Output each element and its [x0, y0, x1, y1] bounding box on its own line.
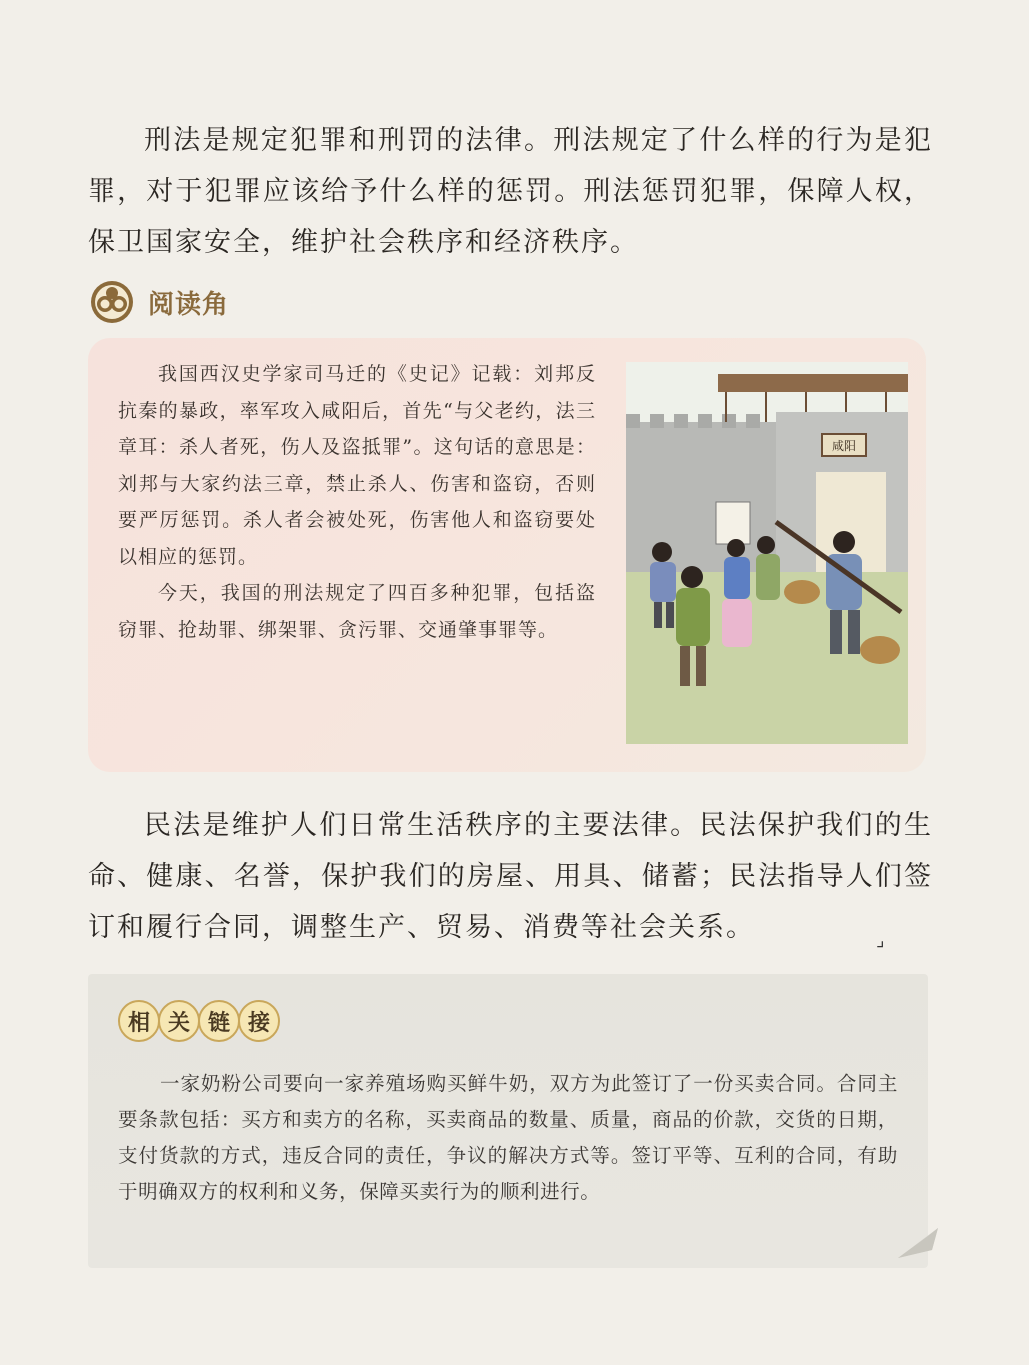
- reading-paragraph: 今天，我国的刑法规定了四百多种犯罪，包括盗窃罪、抢劫罪、绑架罪、贪污罪、交通肇事罪等。: [118, 582, 596, 641]
- related-link-title-char: 关: [158, 1000, 200, 1042]
- page-corner-fold-icon: [898, 1228, 938, 1258]
- reading-corner-text: [118, 356, 596, 648]
- city-gate-crowd-illustration: [626, 362, 908, 744]
- related-link-paragraph: 一家奶粉公司要向一家养殖场购买鲜牛奶，双方为此签订了一份买卖合同。合同主要条款包括：买方和卖方的名称，买卖商品的数量、质量，商品的价款，交货的日期，支付货款的方式，违反合同的责任，争议的解决方式等。签订平等、互利的合同，有助于明确双方的权利和义务，保障买卖行为的顺利进行。: [118, 1072, 898, 1203]
- gate-sign: 咸阳: [831, 439, 857, 453]
- related-link-title-char: 链: [198, 1000, 240, 1042]
- related-link-title: [118, 1000, 278, 1042]
- corner-mark: ⌟: [876, 930, 885, 951]
- intro-paragraph: 刑法是规定犯罪和刑罚的法律。刑法规定了什么样的行为是犯罪，对于犯罪应该给予什么样的惩罚。刑法惩罚犯罪，保障人权，保卫国家安全，维护社会秩序和经济秩序。: [88, 125, 933, 258]
- reading-corner-icon: [90, 280, 134, 324]
- related-link-text: [118, 1066, 898, 1210]
- reading-corner-title: 阅读角: [148, 289, 230, 320]
- reading-paragraph: 我国西汉史学家司马迁的《史记》记载：刘邦反抗秦的暴政，率军攻入咸阳后，首先“与父老约，法三章耳：杀人者死，伤人及盗抵罪”。这句话的意思是：刘邦与大家约法三章，禁止杀人、伤害和盗窃，否则要严厉惩罚。杀人者会被处死，伤害他人和盗窃要处以相应的惩罚。: [118, 363, 596, 568]
- civil-law-paragraph: 民法是维护人们日常生活秩序的主要法律。民法保护我们的生命、健康、名誉，保护我们的房屋、用具、储蓄；民法指导人们签订和履行合同，调整生产、贸易、消费等社会关系。: [88, 810, 933, 943]
- related-link-title-char: 相: [118, 1000, 160, 1042]
- reading-corner-header: [90, 278, 229, 326]
- related-link-title-char: 接: [238, 1000, 280, 1042]
